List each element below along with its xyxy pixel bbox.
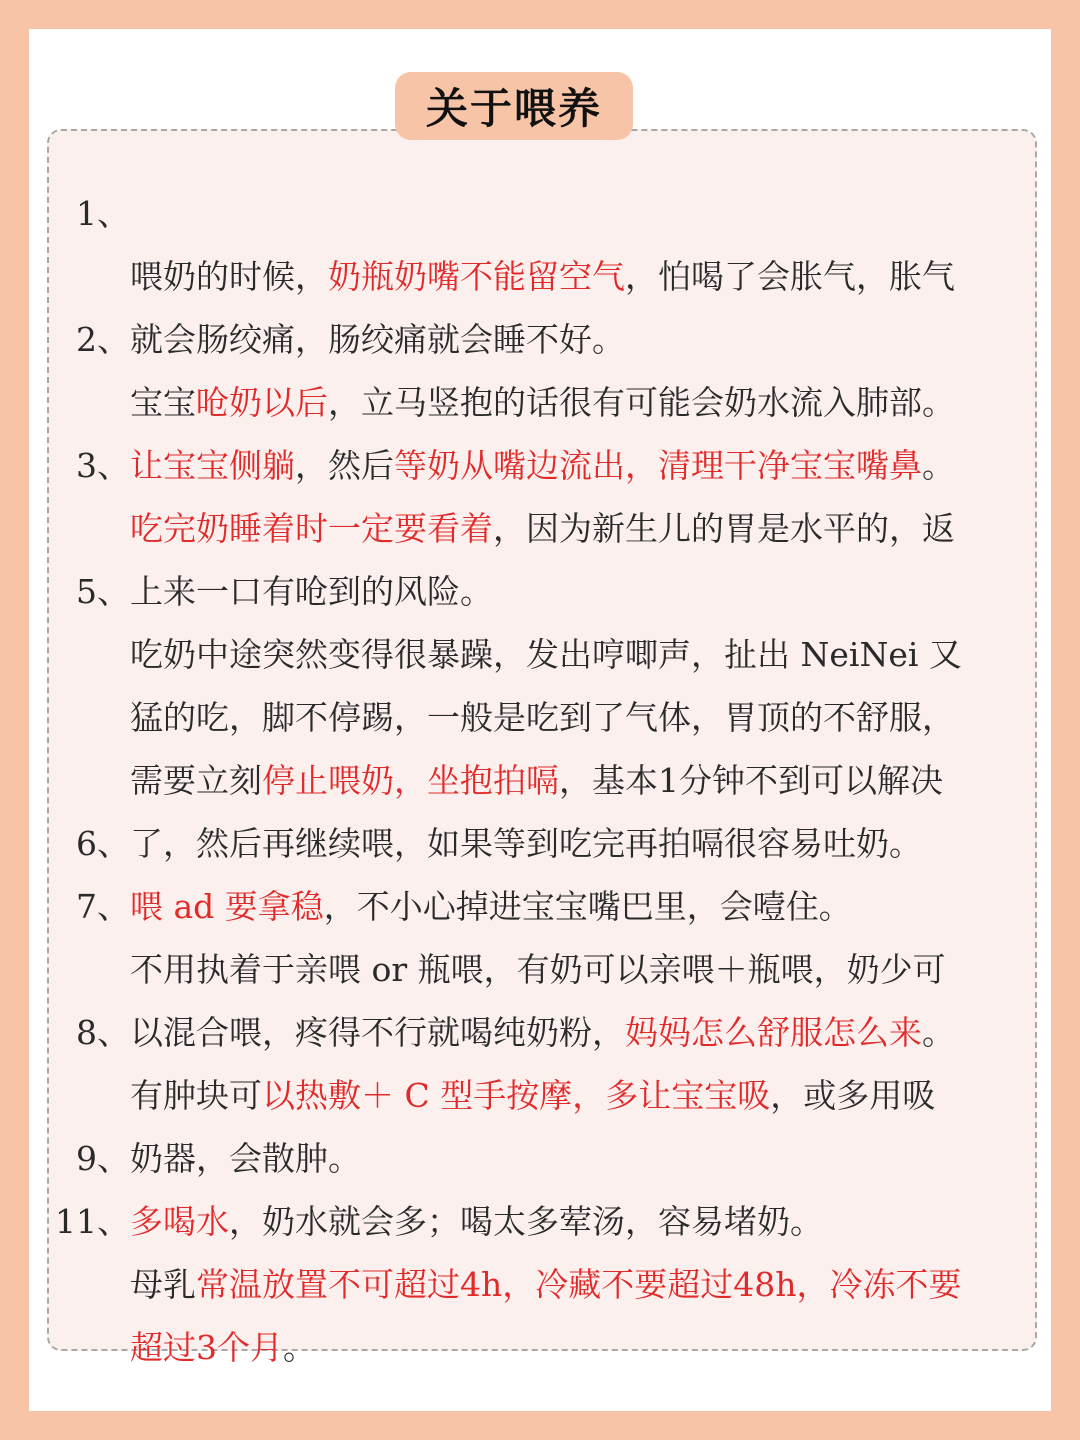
highlight-text: 妈妈怎么舒服怎么来	[625, 1013, 922, 1052]
item-text	[130, 1190, 1030, 1379]
item-text-segment: 。	[922, 1013, 955, 1052]
highlight-text: 等奶从嘴边流出，清理干净宝宝嘴鼻	[394, 446, 922, 485]
item-number: 1、	[76, 194, 130, 233]
item-text-segment: ，怕喝了会胀气，胀气 就会肠绞痛，肠绞痛就会睡不好。	[130, 257, 955, 359]
item-number: 8、	[76, 1013, 130, 1052]
highlight-text: 常温放置不可超过4h，冷藏不要超过48h，冷冻不要 超过3个月	[130, 1265, 962, 1367]
item-number: 11、	[55, 1202, 130, 1241]
item-text-segment: 母乳	[130, 1265, 196, 1304]
item-text-segment: 。	[922, 446, 955, 485]
item-text-segment: 不用执着于亲喂 or 瓶喂，有奶可以亲喂＋瓶喂，奶少可 以混合喂，疼得不行就喝纯奶粉，	[130, 950, 946, 1052]
highlight-text: 让宝宝侧躺	[130, 446, 295, 485]
item-text-segment: ，然后	[295, 446, 394, 485]
highlight-text: 多喝水	[130, 1202, 229, 1241]
item-text-segment: 。	[283, 1328, 316, 1367]
highlight-text: 吃完奶睡着时一定要看着	[130, 509, 493, 548]
item-text-segment: 宝宝	[130, 383, 196, 422]
item-number: 3、	[76, 446, 130, 485]
item-text-segment: ，立马竖抱的话很有可能会奶水流入肺部。	[328, 383, 955, 422]
item-text-segment: ，奶水就会多；喝太多荤汤，容易堵奶。	[229, 1202, 823, 1241]
item-number: 2、	[76, 320, 130, 359]
highlight-text: 以热敷＋ C 型手按摩，多让宝宝吸	[262, 1076, 771, 1115]
item-number: 9、	[76, 1139, 130, 1178]
item-text-segment: 吃奶中途突然变得很暴躁，发出哼唧声，扯出 NeiNei 又 猛的吃，脚不停踢，一般是吃到了气体，胃顶的不舒服， 需要立刻	[130, 635, 962, 800]
highlight-text: 喂 ad 要拿稳	[130, 887, 324, 926]
item-number: 5、	[76, 572, 130, 611]
highlight-text: 停止喂奶，坐抱拍嗝	[262, 761, 559, 800]
item-text-segment: ，不小心掉进宝宝嘴巴里，会噎住。	[323, 887, 852, 926]
page-title: 关于喂养	[395, 72, 633, 140]
item-text-segment: ，基本1分钟不到可以解决 了，然后再继续喂，如果等到吃完再拍嗝很容易吐奶。	[130, 761, 943, 863]
item-number: 6、	[76, 824, 130, 863]
item-number: 7、	[76, 887, 130, 926]
highlight-text: 呛奶以后	[196, 383, 328, 422]
list-item	[55, 1190, 1030, 1379]
item-text-segment: 有肿块可	[130, 1076, 262, 1115]
item-text-segment: ，因为新生儿的胃是水平的，返 上来一口有呛到的风险。	[130, 509, 955, 611]
item-text-segment: ，或多用吸 奶器，会散肿。	[130, 1076, 936, 1178]
highlight-text: 奶瓶奶嘴不能留空气	[328, 257, 625, 296]
item-text-segment: 喂奶的时候，	[130, 257, 328, 296]
